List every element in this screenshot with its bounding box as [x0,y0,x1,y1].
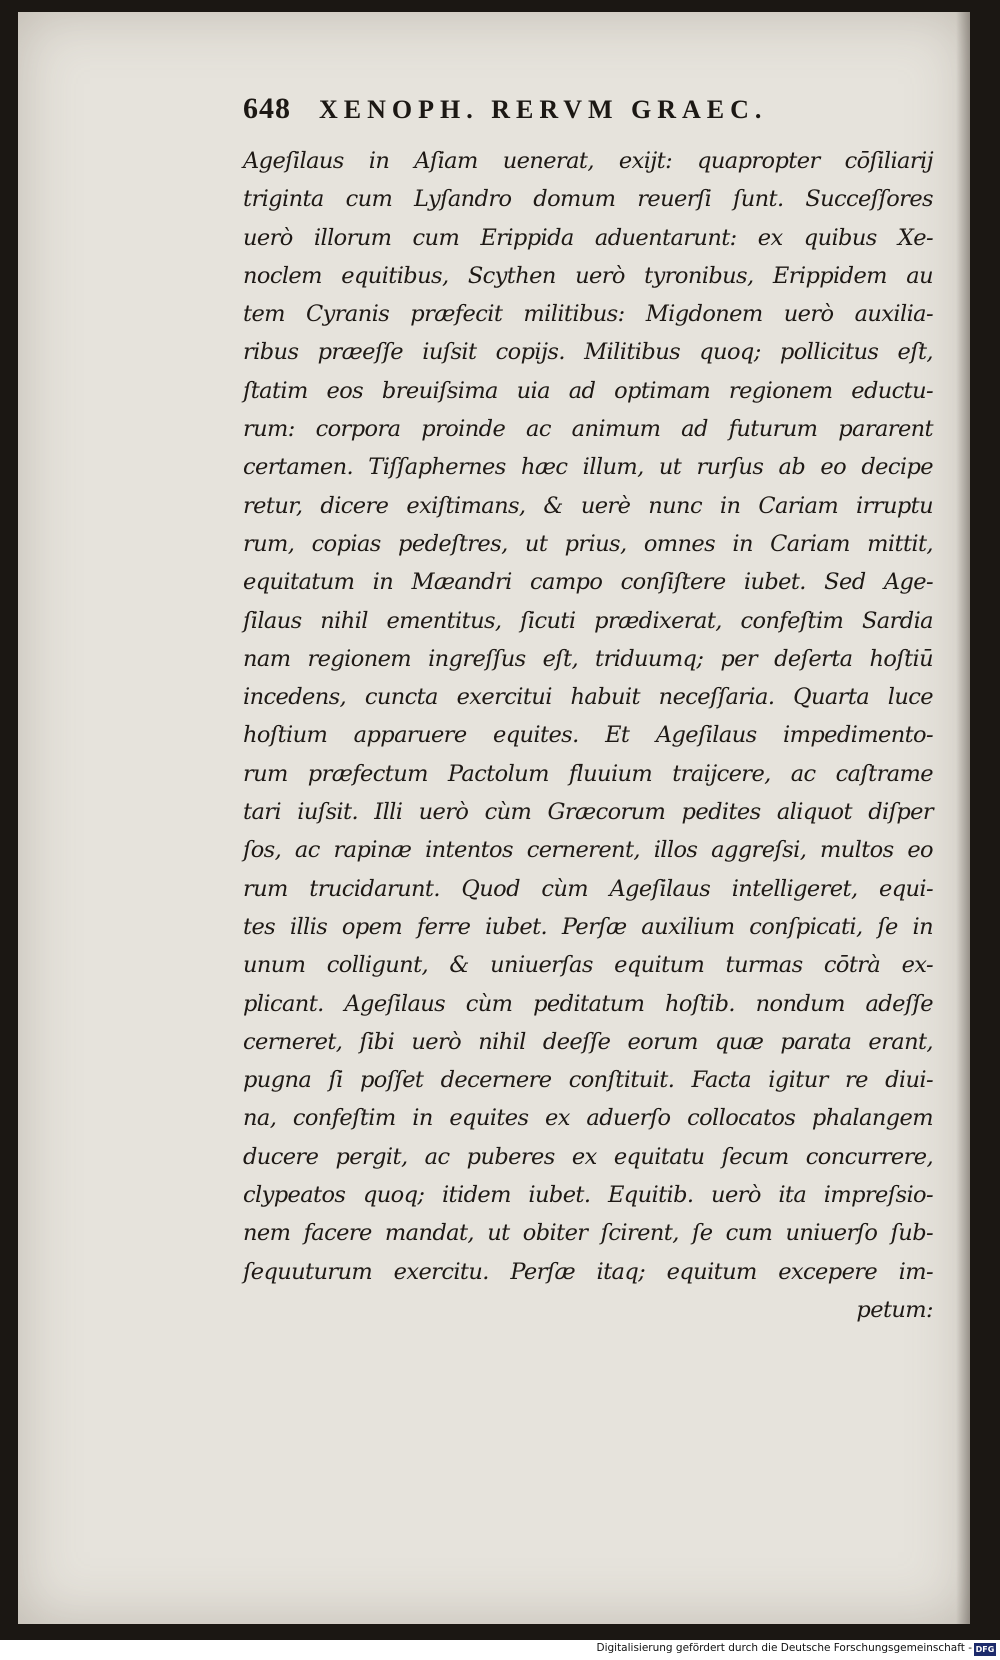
text-line: ſequuturum exercitu. Perſæ itaq; equitum excepere im- [243,1258,933,1285]
running-head [243,92,843,132]
text-line: ſilaus nihil ementitus, ſicuti prædixerat, confeſtim Sardia [243,607,933,634]
book-page [18,12,970,1624]
text-line: rum præfectum Pactolum fluuium traijcere, ac caſtrame [243,760,933,787]
text-line: uerò illorum cum Erippida aduentarunt: ex quibus Xe- [243,224,933,251]
text-line: ribus præeſſe iuſsit copijs. Militibus quoq; pollicitus eſt, [243,339,933,366]
text-line: pugna ſi poſſet decernere conſtituit. Facta igitur re diui- [243,1067,933,1094]
text-line: rum, copias pedeſtres, ut prius, omnes in Cariam mittit, [243,530,933,557]
dfg-logo-icon: DFG [975,1645,995,1654]
text-line: clypeatos quoq; itidem iubet. Equitib. uerò ita impreſsio- [243,1182,933,1209]
text-line: cerneret, ſibi uerò nihil deeſſe eorum quæ parata erant, [243,1028,933,1055]
body-text [243,142,933,1329]
text-line: Ageſilaus in Aſiam uenerat, exijt: quapropter cōſiliarij [243,148,933,174]
text-line: na, confeſtim in equites ex aduerſo collocatos phalangem [243,1105,933,1132]
text-line: tem Cyranis præfecit militibus: Migdonem uerò auxilia- [243,301,933,328]
text-line: triginta cum Lyſandro domum reuerſi ſunt. Succeſſores [243,186,933,213]
text-line: ſos, ac rapinæ intentos cernerent, illos aggreſsi, multos eo [243,837,933,864]
text-line: nem facere mandat, ut obiter ſcirent, ſe cum uniuerſo ſub- [243,1220,933,1247]
text-line: ſtatim eos breuiſsima uia ad optimam regionem eductu- [243,377,933,404]
text-line: rum trucidarunt. Quod cùm Ageſilaus intelligeret, equi- [243,875,933,902]
text-line: certamen. Tiſſaphernes hæc illum, ut rurſus ab eo decipe [243,454,933,481]
footer-bar [0,1640,1000,1660]
text-line: tes illis opem ferre iubet. Perſæ auxilium conſpicati, ſe in [243,913,933,940]
text-line: retur, dicere exiſtimans, & uerè nunc in Cariam irruptu [243,492,933,519]
text-line: rum: corpora proinde ac animum ad futurum pararent [243,416,933,443]
text-line: hoſtium apparuere equites. Et Ageſilaus impedimento- [243,722,933,749]
text-line: nam regionem ingreſſus eſt, triduumq; per deſerta hoſtiū [243,645,933,672]
text-line: tari iuſsit. Illi uerò cùm Græcorum pedites aliquot diſper [243,799,933,826]
page-gutter-shadow [956,12,970,1624]
running-title: XENOPH. RERVM GRAEC. [319,95,768,124]
catchword: petum: [856,1296,933,1323]
text-line: unum colligunt, & uniuerſas equitum turmas cōtrà ex- [243,952,933,979]
funding-credit: Digitalisierung gefördert durch die Deutsche Forschungsgemeinschaft - [596,1642,972,1654]
text-line: ducere pergit, ac puberes ex equitatu ſecum concurrere, [243,1143,933,1170]
text-line: equitatum in Mæandri campo conſiſtere iubet. Sed Age- [243,569,933,596]
text-line: incedens, cuncta exercitui habuit neceſſaria. Quarta luce [243,684,933,711]
page-number: 648 [243,92,291,125]
text-line: noclem equitibus, Scythen uerò tyronibus, Erippidem au [243,262,933,289]
text-line: plicant. Ageſilaus cùm peditatum hoſtib. nondum adeſſe [243,990,933,1017]
